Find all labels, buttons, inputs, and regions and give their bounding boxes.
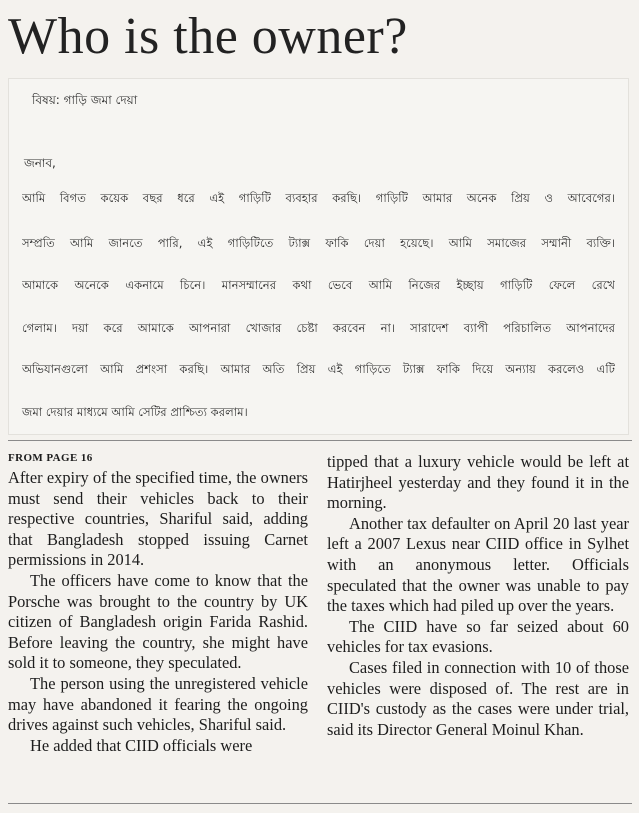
paragraph: He added that CIID officials were bbox=[30, 735, 253, 755]
paragraph: After expiry of the specified time, the owners must send their vehicles back to their respective countries, Shariful said, adding that Bangladesh stopped issuing Carnet permissions in 2014. bbox=[8, 468, 308, 570]
letter-salutation: জনাব, bbox=[24, 156, 56, 170]
letter-line: জমা দেয়ার মাধ্যমে আমি সেটির প্রাশ্চিত্য করলাম। bbox=[22, 405, 248, 419]
divider-bottom bbox=[8, 803, 632, 804]
letter-line: আমি বিগত কয়েক বছর ধরে এই গাড়িটি ব্যবহার করছি। গাড়িটি আমার অনেক প্রিয় ও আবেগের। bbox=[22, 191, 615, 205]
paragraph: The officers have come to know that the Porsche was brought to the country by UK citizen of Bangladesh origin Farida Rashid. Before leaving the country, she might have sold it to someone, they speculated. bbox=[8, 570, 308, 673]
letter-line: অভিযানগুলো আমি প্রশংসা করছি। আমার অতি প্রিয় এই গাড়িতে ট্যাক্স ফাকি দিয়ে অন্যায় করলেও এটি bbox=[22, 362, 615, 376]
letter-subject: বিষয়: গাড়ি জমা দেয়া bbox=[32, 93, 138, 107]
headline: Who is the owner? bbox=[8, 8, 408, 65]
letter-line: আমাকে অনেকে একনামে চিনে। মানসম্মানের কথা ভেবে আমি নিজের ইচ্ছায় গাড়িটি ফেলে রেখে bbox=[22, 278, 615, 292]
from-page-label: FROM PAGE 16 bbox=[8, 452, 93, 464]
divider-top bbox=[8, 440, 632, 441]
paragraph: Another tax defaulter on April 20 last year left a 2007 Lexus near CIID office in Sylhet with an anonymous letter. Officials speculated that the owner was unable to pay the taxes which had piled up over the years. bbox=[327, 513, 629, 616]
letter-image bbox=[8, 78, 629, 435]
article-left-column bbox=[8, 468, 308, 756]
article-right-column bbox=[327, 452, 629, 740]
paragraph: The CIID have so far seized about 60 vehicles for tax evasions. bbox=[327, 616, 629, 657]
letter-line: সম্প্রতি আমি জানতে পারি, এই গাড়িটিতে ট্যাক্স ফাকি দেয়া হয়েছে। আমি সমাজের সম্মানী ব্যক্তি। bbox=[22, 236, 615, 250]
letter-line: গেলাম। দয়া করে আমাকে আপনারা খোজার চেষ্টা করবেন না। সারাদেশ ব্যাপী পরিচালিত আপনাদের bbox=[22, 321, 615, 335]
paragraph: tipped that a luxury vehicle would be left at Hatirjheel yesterday and they found it in the morning. bbox=[327, 452, 629, 513]
paragraph: The person using the unregistered vehicle may have abandoned it fearing the ongoing drives against such vehicles, Shariful said. bbox=[8, 673, 308, 735]
paragraph: Cases filed in connection with 10 of those vehicles were disposed of. The rest are in CIID's custody as the cases were under trial, said its Director General Moinul Khan. bbox=[327, 657, 629, 739]
